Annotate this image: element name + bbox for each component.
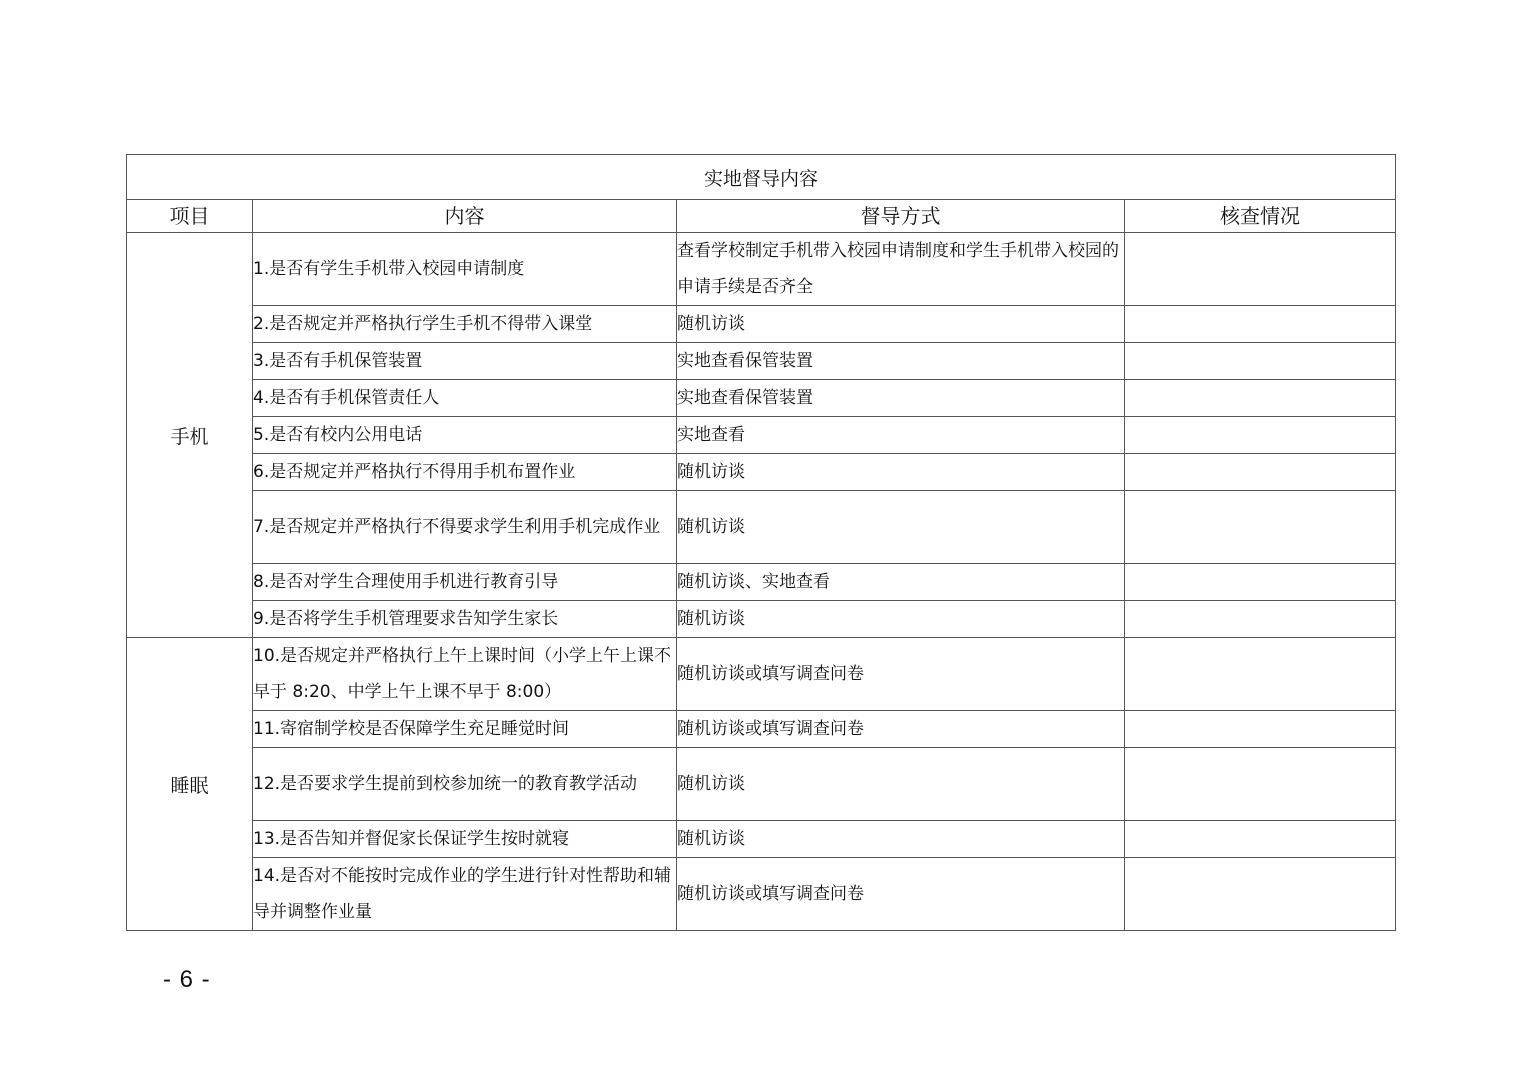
- table-row: [127, 454, 1396, 491]
- method-cell: 实地查看: [677, 417, 1125, 454]
- method-cell: 随机访谈: [677, 748, 1125, 821]
- check-cell[interactable]: [1125, 380, 1396, 417]
- check-cell[interactable]: [1125, 601, 1396, 638]
- content-cell: 3.是否有手机保管装置: [253, 343, 677, 380]
- table-row: [127, 638, 1396, 711]
- content-cell: 4.是否有手机保管责任人: [253, 380, 677, 417]
- header-check: 核查情况: [1125, 200, 1396, 233]
- page-number: - 6 -: [163, 966, 211, 993]
- content-cell: 1.是否有学生手机带入校园申请制度: [253, 233, 677, 306]
- table-row: [127, 233, 1396, 306]
- method-cell: 随机访谈: [677, 454, 1125, 491]
- table-row: [127, 491, 1396, 564]
- category-phone: 手机: [127, 233, 253, 638]
- content-cell: 13.是否告知并督促家长保证学生按时就寝: [253, 821, 677, 858]
- method-cell: 实地查看保管装置: [677, 380, 1125, 417]
- check-cell[interactable]: [1125, 821, 1396, 858]
- check-cell[interactable]: [1125, 417, 1396, 454]
- supervision-table: [126, 154, 1396, 931]
- content-cell: 5.是否有校内公用电话: [253, 417, 677, 454]
- content-cell: 10.是否规定并严格执行上午上课时间（小学上午上课不早于 8:20、中学上午上课不早于 8:00）: [253, 638, 677, 711]
- check-cell[interactable]: [1125, 638, 1396, 711]
- content-cell: 12.是否要求学生提前到校参加统一的教育教学活动: [253, 748, 677, 821]
- table-row: [127, 748, 1396, 821]
- check-cell[interactable]: [1125, 858, 1396, 931]
- method-cell: 随机访谈或填写调查问卷: [677, 638, 1125, 711]
- table-title-row: [127, 155, 1396, 200]
- content-cell: 9.是否将学生手机管理要求告知学生家长: [253, 601, 677, 638]
- check-cell[interactable]: [1125, 306, 1396, 343]
- method-cell: 随机访谈或填写调查问卷: [677, 858, 1125, 931]
- table-row: [127, 380, 1396, 417]
- content-cell: 8.是否对学生合理使用手机进行教育引导: [253, 564, 677, 601]
- check-cell[interactable]: [1125, 343, 1396, 380]
- category-sleep: 睡眠: [127, 638, 253, 931]
- method-cell: 随机访谈: [677, 601, 1125, 638]
- check-cell[interactable]: [1125, 491, 1396, 564]
- table-row: [127, 343, 1396, 380]
- method-cell: 实地查看保管装置: [677, 343, 1125, 380]
- method-cell: 随机访谈: [677, 306, 1125, 343]
- table-row: [127, 601, 1396, 638]
- table-row: [127, 417, 1396, 454]
- table-row: [127, 858, 1396, 931]
- content-cell: 2.是否规定并严格执行学生手机不得带入课堂: [253, 306, 677, 343]
- method-cell: 随机访谈: [677, 821, 1125, 858]
- table-row: [127, 821, 1396, 858]
- table-row: [127, 711, 1396, 748]
- check-cell[interactable]: [1125, 233, 1396, 306]
- content-cell: 7.是否规定并严格执行不得要求学生利用手机完成作业: [253, 491, 677, 564]
- check-cell[interactable]: [1125, 454, 1396, 491]
- header-item: 项目: [127, 200, 253, 233]
- method-cell: 查看学校制定手机带入校园申请制度和学生手机带入校园的申请手续是否齐全: [677, 233, 1125, 306]
- check-cell[interactable]: [1125, 711, 1396, 748]
- table-row: [127, 564, 1396, 601]
- table-title: 实地督导内容: [127, 155, 1396, 200]
- content-cell: 14.是否对不能按时完成作业的学生进行针对性帮助和辅导并调整作业量: [253, 858, 677, 931]
- header-content: 内容: [253, 200, 677, 233]
- check-cell[interactable]: [1125, 748, 1396, 821]
- method-cell: 随机访谈: [677, 491, 1125, 564]
- table-row: [127, 306, 1396, 343]
- table-header-row: [127, 200, 1396, 233]
- check-cell[interactable]: [1125, 564, 1396, 601]
- content-cell: 11.寄宿制学校是否保障学生充足睡觉时间: [253, 711, 677, 748]
- header-method: 督导方式: [677, 200, 1125, 233]
- content-cell: 6.是否规定并严格执行不得用手机布置作业: [253, 454, 677, 491]
- method-cell: 随机访谈、实地查看: [677, 564, 1125, 601]
- method-cell: 随机访谈或填写调查问卷: [677, 711, 1125, 748]
